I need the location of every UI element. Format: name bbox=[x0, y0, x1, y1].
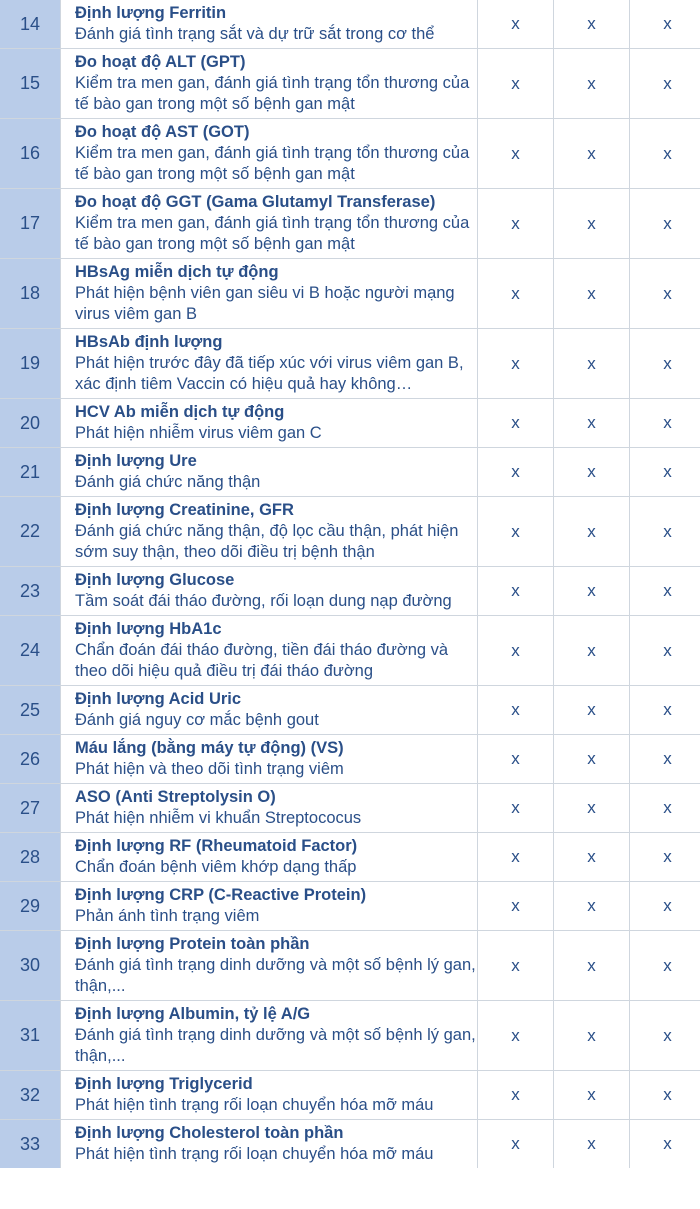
test-purpose: Đánh giá tình trạng dinh dưỡng và một số bệnh lý gan, thận,... bbox=[75, 1026, 476, 1065]
row-number: 31 bbox=[0, 1001, 61, 1071]
test-description-cell bbox=[61, 1001, 478, 1071]
package-1-mark: x bbox=[478, 735, 554, 784]
package-3-mark: x bbox=[630, 0, 700, 49]
package-2-mark: x bbox=[554, 1071, 630, 1120]
table-row bbox=[0, 616, 700, 686]
package-1-mark: x bbox=[478, 0, 554, 49]
table-row bbox=[0, 259, 700, 329]
package-1-mark: x bbox=[478, 1071, 554, 1120]
package-3-mark: x bbox=[630, 119, 700, 189]
package-2-mark: x bbox=[554, 0, 630, 49]
table-row bbox=[0, 49, 700, 119]
package-1-mark: x bbox=[478, 448, 554, 497]
package-1-mark: x bbox=[478, 329, 554, 399]
test-description-cell bbox=[61, 448, 478, 497]
package-1-mark: x bbox=[478, 259, 554, 329]
package-1-mark: x bbox=[478, 1120, 554, 1169]
test-name: Định lượng Cholesterol toàn phần bbox=[75, 1124, 344, 1142]
test-purpose: Đánh giá chức năng thận, độ lọc cầu thận, phát hiện sớm suy thận, theo dõi điều trị bệnh thận bbox=[75, 522, 459, 561]
table-row bbox=[0, 567, 700, 616]
row-number: 20 bbox=[0, 399, 61, 448]
package-2-mark: x bbox=[554, 1120, 630, 1169]
test-name: Định lượng Ure bbox=[75, 452, 197, 470]
test-description-cell bbox=[61, 119, 478, 189]
package-3-mark: x bbox=[630, 567, 700, 616]
package-3-mark: x bbox=[630, 49, 700, 119]
table-row bbox=[0, 1071, 700, 1120]
package-3-mark: x bbox=[630, 686, 700, 735]
package-3-mark: x bbox=[630, 497, 700, 567]
table-row bbox=[0, 329, 700, 399]
table-row bbox=[0, 1001, 700, 1071]
test-description-cell bbox=[61, 784, 478, 833]
test-description-cell bbox=[61, 686, 478, 735]
test-description-cell bbox=[61, 931, 478, 1001]
test-name: HBsAb định lượng bbox=[75, 333, 223, 351]
row-number: 17 bbox=[0, 189, 61, 259]
table-row bbox=[0, 882, 700, 931]
package-2-mark: x bbox=[554, 497, 630, 567]
package-3-mark: x bbox=[630, 189, 700, 259]
test-name: ASO (Anti Streptolysin O) bbox=[75, 788, 276, 806]
package-2-mark: x bbox=[554, 882, 630, 931]
package-3-mark: x bbox=[630, 1071, 700, 1120]
test-purpose: Phát hiện nhiễm virus viêm gan C bbox=[75, 424, 322, 442]
table-row bbox=[0, 399, 700, 448]
test-name: Định lượng CRP (C-Reactive Protein) bbox=[75, 886, 367, 904]
test-name: Định lượng Acid Uric bbox=[75, 690, 242, 708]
row-number: 28 bbox=[0, 833, 61, 882]
package-2-mark: x bbox=[554, 1001, 630, 1071]
test-description-cell bbox=[61, 833, 478, 882]
package-2-mark: x bbox=[554, 931, 630, 1001]
table-row bbox=[0, 784, 700, 833]
test-description-cell bbox=[61, 329, 478, 399]
test-purpose: Kiểm tra men gan, đánh giá tình trạng tổn thương của tế bào gan trong một số bệnh gan mật bbox=[75, 214, 470, 253]
package-3-mark: x bbox=[630, 882, 700, 931]
row-number: 33 bbox=[0, 1120, 61, 1169]
test-purpose: Chẩn đoán đái tháo đường, tiền đái tháo đường và theo dõi hiệu quả điều trị đái tháo đường bbox=[75, 641, 449, 680]
row-number: 25 bbox=[0, 686, 61, 735]
package-2-mark: x bbox=[554, 616, 630, 686]
package-1-mark: x bbox=[478, 784, 554, 833]
package-2-mark: x bbox=[554, 259, 630, 329]
package-3-mark: x bbox=[630, 1120, 700, 1169]
package-1-mark: x bbox=[478, 686, 554, 735]
test-description-cell bbox=[61, 735, 478, 784]
test-purpose: Tầm soát đái tháo đường, rối loạn dung nạp đường bbox=[75, 592, 452, 610]
test-name: Định lượng Glucose bbox=[75, 571, 235, 589]
test-description-cell bbox=[61, 399, 478, 448]
package-2-mark: x bbox=[554, 686, 630, 735]
package-1-mark: x bbox=[478, 189, 554, 259]
row-number: 30 bbox=[0, 931, 61, 1001]
package-3-mark: x bbox=[630, 1001, 700, 1071]
test-purpose: Kiểm tra men gan, đánh giá tình trạng tổn thương của tế bào gan trong một số bệnh gan mật bbox=[75, 144, 470, 183]
row-number: 14 bbox=[0, 0, 61, 49]
package-3-mark: x bbox=[630, 784, 700, 833]
test-description-cell bbox=[61, 49, 478, 119]
test-description-cell bbox=[61, 1071, 478, 1120]
package-3-mark: x bbox=[630, 833, 700, 882]
row-number: 27 bbox=[0, 784, 61, 833]
test-description-cell bbox=[61, 259, 478, 329]
test-purpose: Đánh giá tình trạng dinh dưỡng và một số bệnh lý gan, thận,... bbox=[75, 956, 476, 995]
test-purpose: Phát hiện nhiễm vi khuẩn Streptococus bbox=[75, 809, 362, 827]
package-2-mark: x bbox=[554, 735, 630, 784]
test-name: Máu lắng (bằng máy tự động) (VS) bbox=[75, 739, 344, 757]
test-purpose: Đánh giá nguy cơ mắc bệnh gout bbox=[75, 711, 319, 729]
test-description-cell bbox=[61, 497, 478, 567]
package-2-mark: x bbox=[554, 784, 630, 833]
test-name: Đo hoạt độ GGT (Gama Glutamyl Transferase) bbox=[75, 193, 436, 211]
row-number: 22 bbox=[0, 497, 61, 567]
test-purpose: Đánh giá tình trạng sắt và dự trữ sắt trong cơ thể bbox=[75, 25, 435, 43]
table-row bbox=[0, 189, 700, 259]
row-number: 24 bbox=[0, 616, 61, 686]
package-3-mark: x bbox=[630, 329, 700, 399]
package-2-mark: x bbox=[554, 329, 630, 399]
table-row bbox=[0, 686, 700, 735]
table-row bbox=[0, 119, 700, 189]
table-row bbox=[0, 0, 700, 49]
test-name: HCV Ab miễn dịch tự động bbox=[75, 403, 285, 421]
package-3-mark: x bbox=[630, 735, 700, 784]
test-name: Đo hoạt độ ALT (GPT) bbox=[75, 53, 246, 71]
package-2-mark: x bbox=[554, 567, 630, 616]
test-purpose: Phát hiện và theo dõi tình trạng viêm bbox=[75, 760, 344, 778]
row-number: 23 bbox=[0, 567, 61, 616]
test-description-cell bbox=[61, 882, 478, 931]
package-1-mark: x bbox=[478, 882, 554, 931]
table-row bbox=[0, 931, 700, 1001]
package-1-mark: x bbox=[478, 616, 554, 686]
test-description-cell bbox=[61, 616, 478, 686]
test-description-cell bbox=[61, 567, 478, 616]
test-purpose: Phát hiện bệnh viên gan siêu vi B hoặc người mạng virus viêm gan B bbox=[75, 284, 455, 323]
package-1-mark: x bbox=[478, 567, 554, 616]
package-3-mark: x bbox=[630, 931, 700, 1001]
test-name: Định lượng HbA1c bbox=[75, 620, 222, 638]
test-purpose: Phát hiện tình trạng rối loạn chuyển hóa mỡ máu bbox=[75, 1096, 434, 1114]
test-purpose: Phản ánh tình trạng viêm bbox=[75, 907, 260, 925]
table-row bbox=[0, 448, 700, 497]
row-number: 18 bbox=[0, 259, 61, 329]
row-number: 16 bbox=[0, 119, 61, 189]
table-row bbox=[0, 735, 700, 784]
test-name: Định lượng Creatinine, GFR bbox=[75, 501, 294, 519]
package-1-mark: x bbox=[478, 49, 554, 119]
row-number: 26 bbox=[0, 735, 61, 784]
test-name: Định lượng Triglycerid bbox=[75, 1075, 253, 1093]
package-1-mark: x bbox=[478, 119, 554, 189]
row-number: 21 bbox=[0, 448, 61, 497]
test-purpose: Phát hiện tình trạng rối loạn chuyển hóa mỡ máu bbox=[75, 1145, 434, 1163]
package-3-mark: x bbox=[630, 399, 700, 448]
table-row bbox=[0, 833, 700, 882]
test-name: Định lượng Ferritin bbox=[75, 4, 227, 22]
package-2-mark: x bbox=[554, 189, 630, 259]
package-2-mark: x bbox=[554, 399, 630, 448]
test-purpose: Phát hiện trước đây đã tiếp xúc với virus viêm gan B, xác định tiêm Vaccin có hiệu quả hay không… bbox=[75, 354, 464, 393]
test-purpose: Kiểm tra men gan, đánh giá tình trạng tổn thương của tế bào gan trong một số bệnh gan mật bbox=[75, 74, 470, 113]
package-1-mark: x bbox=[478, 497, 554, 567]
test-name: Định lượng Albumin, tỷ lệ A/G bbox=[75, 1005, 311, 1023]
test-name: Đo hoạt độ AST (GOT) bbox=[75, 123, 250, 141]
row-number: 19 bbox=[0, 329, 61, 399]
package-3-mark: x bbox=[630, 259, 700, 329]
package-2-mark: x bbox=[554, 119, 630, 189]
package-2-mark: x bbox=[554, 49, 630, 119]
test-description-cell bbox=[61, 189, 478, 259]
package-1-mark: x bbox=[478, 399, 554, 448]
test-name: Định lượng Protein toàn phần bbox=[75, 935, 310, 953]
package-1-mark: x bbox=[478, 931, 554, 1001]
package-1-mark: x bbox=[478, 1001, 554, 1071]
test-name: Định lượng RF (Rheumatoid Factor) bbox=[75, 837, 358, 855]
row-number: 32 bbox=[0, 1071, 61, 1120]
package-2-mark: x bbox=[554, 833, 630, 882]
package-2-mark: x bbox=[554, 448, 630, 497]
row-number: 29 bbox=[0, 882, 61, 931]
package-3-mark: x bbox=[630, 448, 700, 497]
row-number: 15 bbox=[0, 49, 61, 119]
table-row bbox=[0, 497, 700, 567]
test-purpose: Đánh giá chức năng thận bbox=[75, 473, 261, 491]
package-1-mark: x bbox=[478, 833, 554, 882]
test-description-cell bbox=[61, 0, 478, 49]
table-row bbox=[0, 1120, 700, 1169]
test-description-cell bbox=[61, 1120, 478, 1169]
package-3-mark: x bbox=[630, 616, 700, 686]
test-name: HBsAg miễn dịch tự động bbox=[75, 263, 279, 281]
test-purpose: Chẩn đoán bệnh viêm khớp dạng thấp bbox=[75, 858, 357, 876]
